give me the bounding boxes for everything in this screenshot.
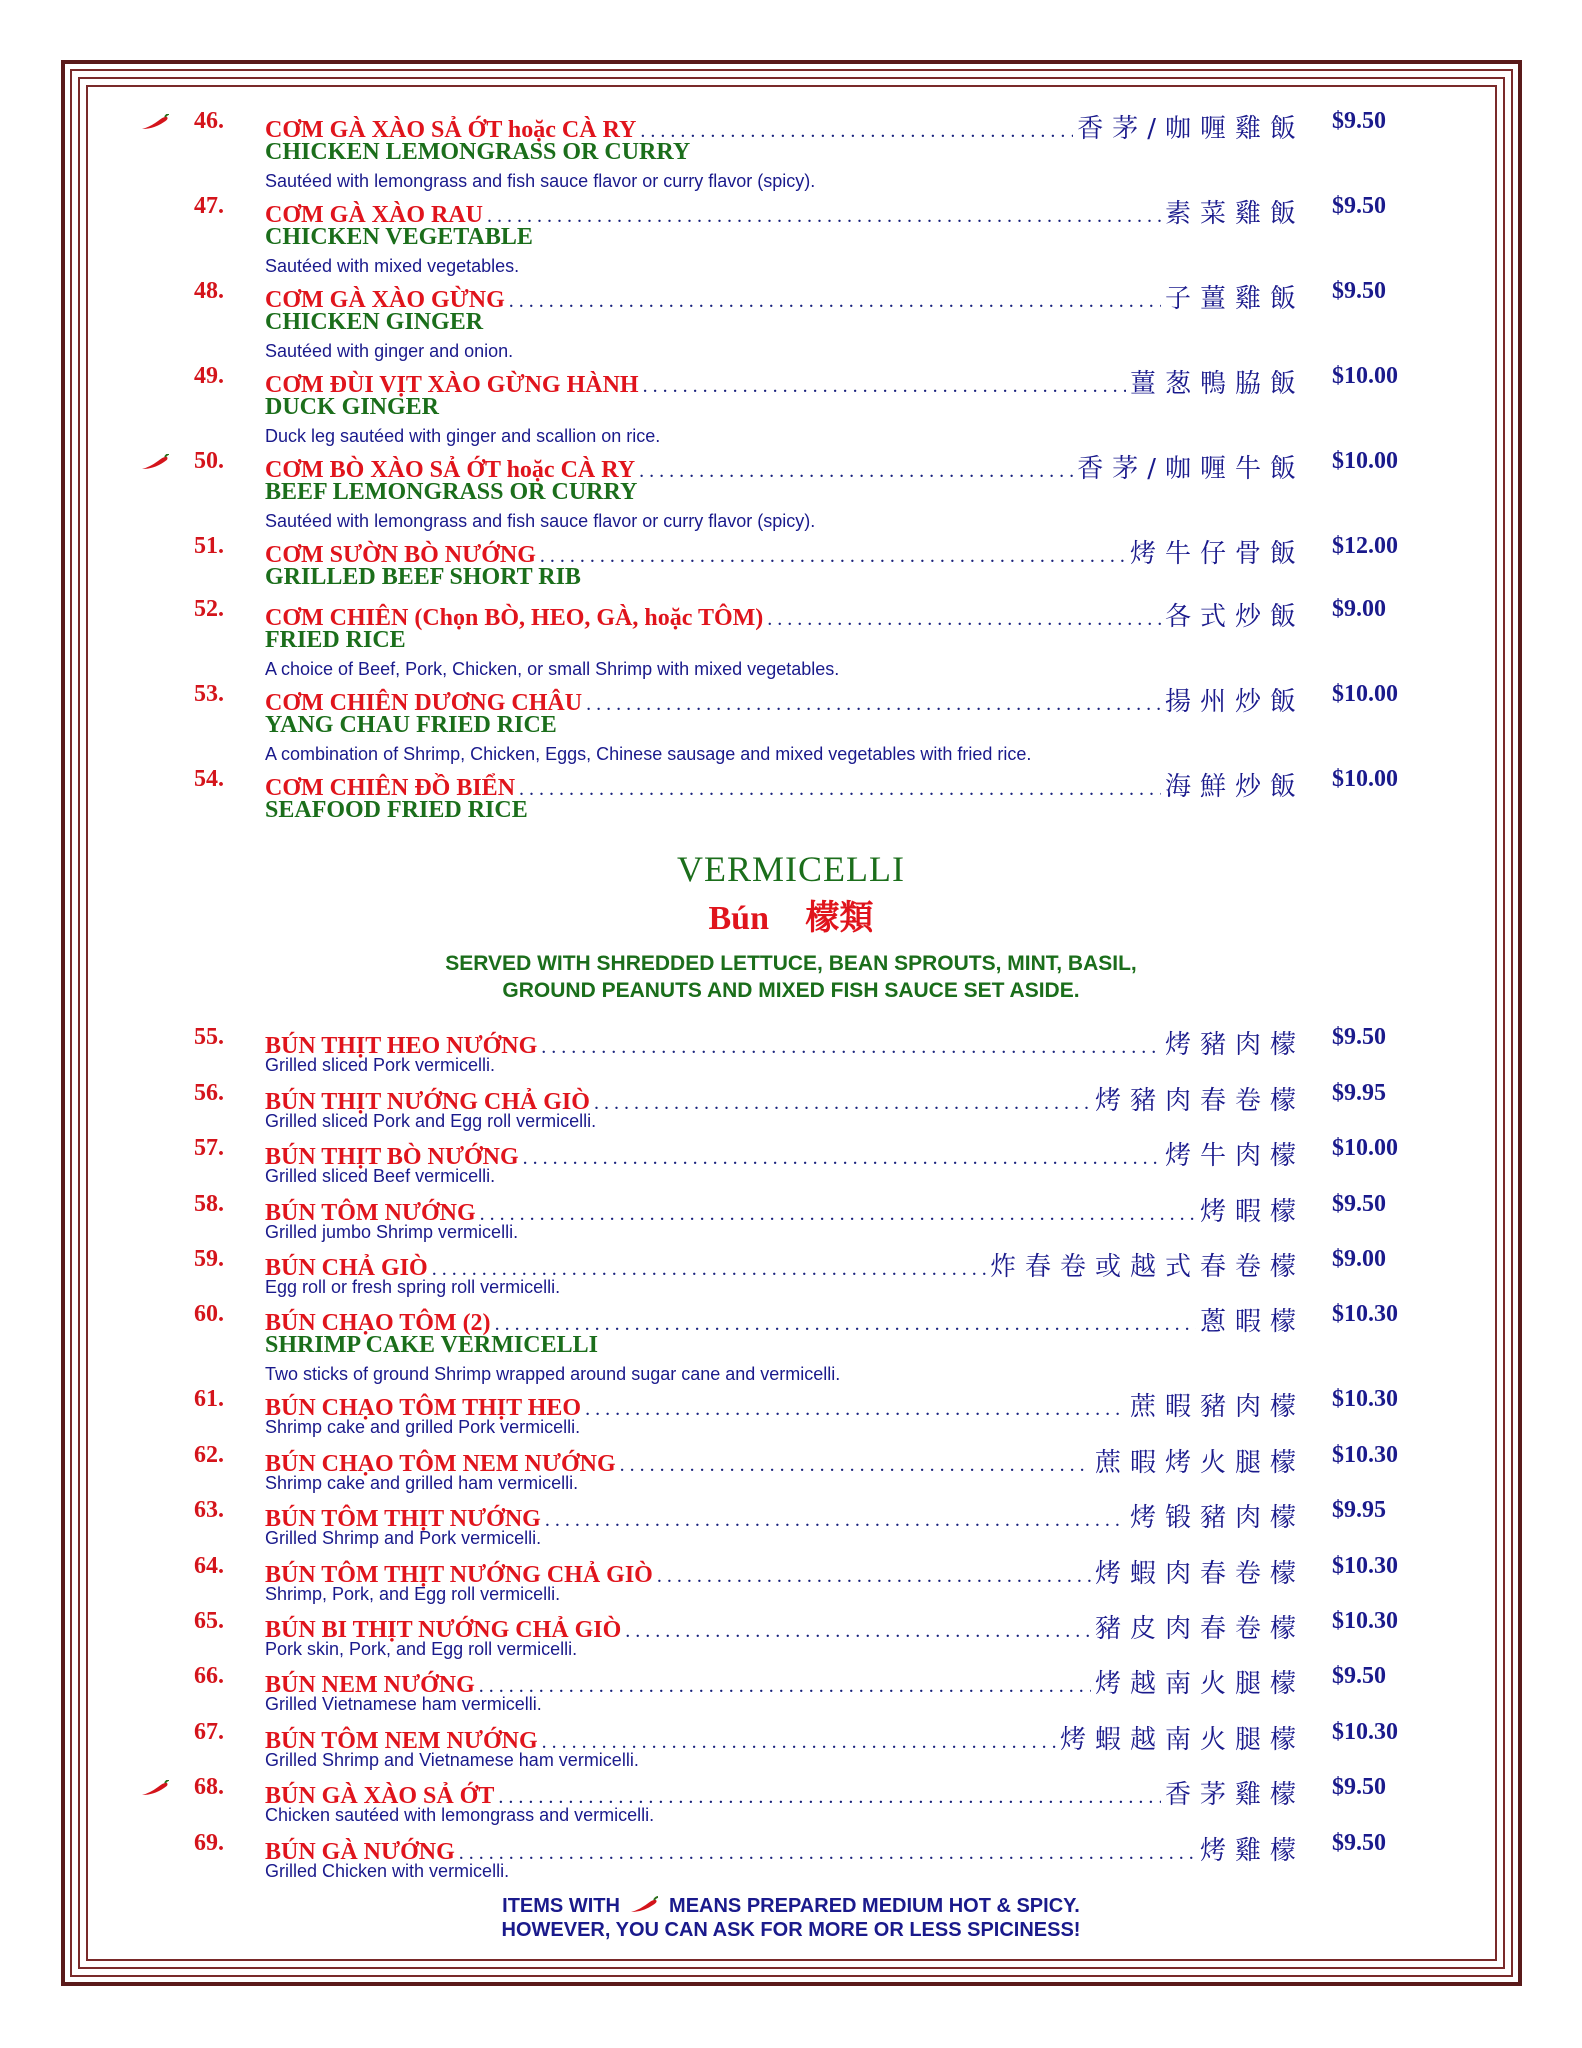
item-chinese-name: 烤蝦越南火腿檬 (1059, 1725, 1305, 1755)
item-vietnamese-name: CƠM CHIÊN ĐỒ BIỂN (265, 775, 516, 801)
item-price: $9.50 (1332, 193, 1386, 219)
chili-pepper-icon (140, 114, 170, 130)
item-chinese-name: 揚州炒飯 (1164, 687, 1305, 717)
item-number: 50. (194, 448, 224, 474)
chili-pepper-icon (140, 1780, 170, 1796)
item-description: Shrimp cake and grilled Pork vermicelli. (265, 1417, 581, 1437)
item-chinese-name: 素菜雞飯 (1164, 199, 1305, 229)
item-english-name: SHRIMP CAKE VERMICELLI (265, 1332, 598, 1358)
item-chinese-name: 蔗暇豬肉檬 (1129, 1392, 1305, 1422)
item-description: Grilled Vietnamese ham vermicelli. (265, 1694, 542, 1714)
item-price: $10.30 (1332, 1553, 1398, 1579)
footer-line (0, 1894, 1582, 1918)
item-number: 66. (194, 1663, 224, 1689)
item-english-name: GRILLED BEEF SHORT RIB (265, 564, 581, 590)
item-price: $10.30 (1332, 1301, 1398, 1327)
item-chinese-name: 薑葱鴨脇飯 (1129, 369, 1305, 399)
item-description: Chicken sautéed with lemongrass and vermicelli. (265, 1805, 655, 1825)
item-name-line (265, 596, 1305, 633)
item-description: Sautéed with lemongrass and fish sauce flavor or curry flavor (spicy). (265, 171, 816, 191)
item-english-name: BEEF LEMONGRASS OR CURRY (265, 479, 638, 505)
item-description: Grilled Chicken with vermicelli. (265, 1861, 510, 1881)
item-description: Pork skin, Pork, and Egg roll vermicelli. (265, 1639, 578, 1659)
item-number: 57. (194, 1135, 224, 1161)
item-chinese-name: 蔗暇烤火腿檬 (1094, 1448, 1305, 1478)
item-chinese-name: 豬皮肉春卷檬 (1094, 1614, 1305, 1644)
item-price: $10.00 (1332, 681, 1398, 707)
item-price: $12.00 (1332, 533, 1398, 559)
dot-leader (509, 290, 1161, 313)
item-description: Sautéed with ginger and onion. (265, 341, 514, 361)
item-vietnamese-name: BÚN TÔM NEM NƯỚNG (265, 1728, 538, 1754)
item-number: 68. (194, 1774, 224, 1800)
footer-text: ITEMS WITH (502, 1895, 620, 1917)
dot-leader (639, 460, 1073, 483)
item-vietnamese-name: CƠM GÀ XÀO SẢ ỚT hoặc CÀ RY (265, 117, 637, 143)
item-price: $10.00 (1332, 1135, 1398, 1161)
item-number: 47. (194, 193, 224, 219)
item-vietnamese-name: BÚN CHẢ GIÒ (265, 1255, 428, 1281)
item-price: $9.95 (1332, 1497, 1386, 1523)
dot-leader (625, 1620, 1091, 1643)
item-price: $9.50 (1332, 108, 1386, 134)
dot-leader (495, 1313, 1196, 1336)
item-chinese-name: 蔥暇檬 (1199, 1307, 1305, 1337)
item-price: $10.30 (1332, 1386, 1398, 1412)
item-description: Shrimp cake and grilled ham vermicelli. (265, 1473, 579, 1493)
item-vietnamese-name: CƠM SƯỜN BÒ NƯỚNG (265, 542, 536, 568)
dot-leader (585, 1398, 1126, 1421)
item-description: Grilled Shrimp and Pork vermicelli. (265, 1528, 542, 1548)
item-description: Two sticks of ground Shrimp wrapped around sugar cane and vermicelli. (265, 1364, 841, 1384)
item-number: 48. (194, 278, 224, 304)
item-vietnamese-name: BÚN THỊT NƯỚNG CHẢ GIÒ (265, 1089, 590, 1115)
item-chinese-name: 烤蝦肉春卷檬 (1094, 1559, 1305, 1589)
item-description: Sautéed with lemongrass and fish sauce flavor or curry flavor (spicy). (265, 511, 816, 531)
item-price: $10.00 (1332, 363, 1398, 389)
dot-leader (487, 205, 1161, 228)
item-price: $9.50 (1332, 1830, 1386, 1856)
item-description: Grilled sliced Pork vermicelli. (265, 1055, 496, 1075)
item-vietnamese-name: CƠM BÒ XÀO SẢ ỚT hoặc CÀ RY (265, 457, 636, 483)
dot-leader (523, 1147, 1161, 1170)
item-chinese-name: 香茅/咖喱雞飯 (1077, 114, 1305, 144)
item-description: Shrimp, Pork, and Egg roll vermicelli. (265, 1584, 561, 1604)
chili-pepper-icon (629, 1896, 659, 1914)
item-chinese-name: 烤越南火腿檬 (1094, 1669, 1305, 1699)
item-number: 61. (194, 1386, 224, 1412)
dot-leader (767, 608, 1161, 631)
served-note-line: GROUND PEANUTS AND MIXED FISH SAUCE SET ASIDE. (502, 979, 1080, 1002)
item-number: 54. (194, 766, 224, 792)
dot-leader (620, 1454, 1091, 1477)
dot-leader (480, 1203, 1196, 1226)
item-number: 63. (194, 1497, 224, 1523)
item-chinese-name: 炸春卷或越式春卷檬 (989, 1252, 1305, 1282)
item-vietnamese-name: BÚN CHẠO TÔM THỊT HEO (265, 1395, 582, 1421)
spicy-footer-note (0, 1894, 1582, 1942)
item-description: Grilled jumbo Shrimp vermicelli. (265, 1222, 519, 1242)
item-vietnamese-name: BÚN BI THỊT NƯỚNG CHẢ GIÒ (265, 1617, 622, 1643)
item-price: $9.50 (1332, 1774, 1386, 1800)
item-number: 67. (194, 1719, 224, 1745)
dot-leader (479, 1675, 1091, 1698)
item-number: 53. (194, 681, 224, 707)
item-english-name: CHICKEN GINGER (265, 309, 484, 335)
item-vietnamese-name: BÚN NEM NƯỚNG (265, 1672, 475, 1698)
item-price: $9.50 (1332, 1663, 1386, 1689)
section-subtitle (0, 890, 1582, 939)
dot-leader (541, 1036, 1161, 1059)
section-cn-title: 檬類 (805, 900, 874, 937)
dot-leader (594, 1092, 1091, 1115)
item-number: 51. (194, 533, 224, 559)
item-description: A combination of Shrimp, Chicken, Eggs, Chinese sausage and mixed vegetables with fried rice. (265, 744, 1032, 764)
item-chinese-name: 烤暇檬 (1199, 1197, 1305, 1227)
item-price: $9.50 (1332, 278, 1386, 304)
served-note (0, 950, 1582, 1004)
item-number: 58. (194, 1191, 224, 1217)
item-english-name: YANG CHAU FRIED RICE (265, 712, 557, 738)
item-vietnamese-name: CƠM GÀ XÀO RAU (265, 202, 483, 228)
item-description: Sautéed with mixed vegetables. (265, 256, 520, 276)
dot-leader (545, 1509, 1126, 1532)
dot-leader (586, 693, 1161, 716)
item-vietnamese-name: CƠM GÀ XÀO GỪNG (265, 287, 505, 313)
item-number: 52. (194, 596, 224, 622)
dot-leader (459, 1842, 1196, 1865)
item-english-name: CHICKEN LEMONGRASS OR CURRY (265, 139, 691, 165)
item-english-name: CHICKEN VEGETABLE (265, 224, 533, 250)
item-chinese-name: 各式炒飯 (1164, 602, 1305, 632)
item-vietnamese-name: BÚN TÔM THỊT NƯỚNG CHẢ GIÒ (265, 1562, 653, 1588)
item-chinese-name: 子薑雞飯 (1164, 284, 1305, 314)
item-number: 56. (194, 1080, 224, 1106)
item-vietnamese-name: BÚN TÔM THỊT NƯỚNG (265, 1506, 541, 1532)
item-price: $10.00 (1332, 448, 1398, 474)
item-number: 62. (194, 1442, 224, 1468)
section-vn-title: Bún (708, 900, 769, 937)
item-chinese-name: 烤牛仔骨飯 (1129, 539, 1305, 569)
item-vietnamese-name: BÚN GÀ NƯỚNG (265, 1839, 455, 1865)
item-description: Grilled sliced Beef vermicelli. (265, 1166, 496, 1186)
item-price: $9.50 (1332, 1191, 1386, 1217)
item-chinese-name: 香茅/咖喱牛飯 (1077, 454, 1305, 484)
item-number: 64. (194, 1553, 224, 1579)
item-description: Egg roll or fresh spring roll vermicelli. (265, 1277, 561, 1297)
item-chinese-name: 烤牛肉檬 (1164, 1141, 1305, 1171)
section-title: VERMICELLI (677, 849, 905, 889)
item-english-name: FRIED RICE (265, 627, 406, 653)
item-price: $10.30 (1332, 1442, 1398, 1468)
item-chinese-name: 烤豬肉春卷檬 (1094, 1086, 1305, 1116)
item-price: $10.00 (1332, 766, 1398, 792)
item-description: Duck leg sautéed with ginger and scallion on rice. (265, 426, 661, 446)
item-number: 55. (194, 1024, 224, 1050)
item-vietnamese-name: CƠM CHIÊN DƯƠNG CHÂU (265, 690, 583, 716)
item-chinese-name: 烤豬肉檬 (1164, 1030, 1305, 1060)
item-price: $9.50 (1332, 1024, 1386, 1050)
item-chinese-name: 烤锻豬肉檬 (1129, 1503, 1305, 1533)
dot-leader (519, 778, 1161, 801)
item-chinese-name: 香茅雞檬 (1164, 1780, 1305, 1810)
dot-leader (657, 1565, 1091, 1588)
item-vietnamese-name: BÚN TÔM NƯỚNG (265, 1200, 476, 1226)
item-vietnamese-name: CƠM CHIÊN (Chọn BÒ, HEO, GÀ, hoặc TÔM) (265, 605, 764, 631)
footer-text: MEANS PREPARED MEDIUM HOT & SPICY. (669, 1895, 1080, 1917)
item-price: $10.30 (1332, 1608, 1398, 1634)
item-price: $9.00 (1332, 1246, 1386, 1272)
item-price: $9.00 (1332, 596, 1386, 622)
item-number: 65. (194, 1608, 224, 1634)
item-number: 46. (194, 108, 224, 134)
item-description: Grilled Shrimp and Vietnamese ham vermicelli. (265, 1750, 639, 1770)
item-vietnamese-name: BÚN CHẠO TÔM (2) (265, 1310, 491, 1336)
item-number: 69. (194, 1830, 224, 1856)
dot-leader (540, 545, 1126, 568)
item-vietnamese-name: CƠM ĐÙI VỊT XÀO GỪNG HÀNH (265, 372, 639, 398)
item-vietnamese-name: BÚN CHẠO TÔM NEM NƯỚNG (265, 1451, 616, 1477)
footer-line: HOWEVER, YOU CAN ASK FOR MORE OR LESS SPICINESS! (501, 1919, 1081, 1941)
item-vietnamese-name: BÚN THỊT BÒ NƯỚNG (265, 1144, 519, 1170)
item-english-name: DUCK GINGER (265, 394, 440, 420)
item-vietnamese-name: BÚN THỊT HEO NƯỚNG (265, 1033, 538, 1059)
item-vietnamese-name: BÚN GÀ XÀO SẢ ỚT (265, 1783, 495, 1809)
item-description: A choice of Beef, Pork, Chicken, or small Shrimp with mixed vegetables. (265, 659, 840, 679)
item-number: 59. (194, 1246, 224, 1272)
chili-pepper-icon (140, 454, 170, 470)
dot-leader (640, 120, 1073, 143)
item-price: $9.95 (1332, 1080, 1386, 1106)
item-english-name: SEAFOOD FRIED RICE (265, 797, 528, 823)
served-note-line: SERVED WITH SHREDDED LETTUCE, BEAN SPROUTS, MINT, BASIL, (445, 952, 1137, 975)
item-number: 60. (194, 1301, 224, 1327)
item-number: 49. (194, 363, 224, 389)
item-chinese-name: 烤雞檬 (1199, 1836, 1305, 1866)
item-price: $10.30 (1332, 1719, 1398, 1745)
item-description: Grilled sliced Pork and Egg roll vermicelli. (265, 1111, 597, 1131)
dot-leader (643, 375, 1126, 398)
item-chinese-name: 海鮮炒飯 (1164, 772, 1305, 802)
